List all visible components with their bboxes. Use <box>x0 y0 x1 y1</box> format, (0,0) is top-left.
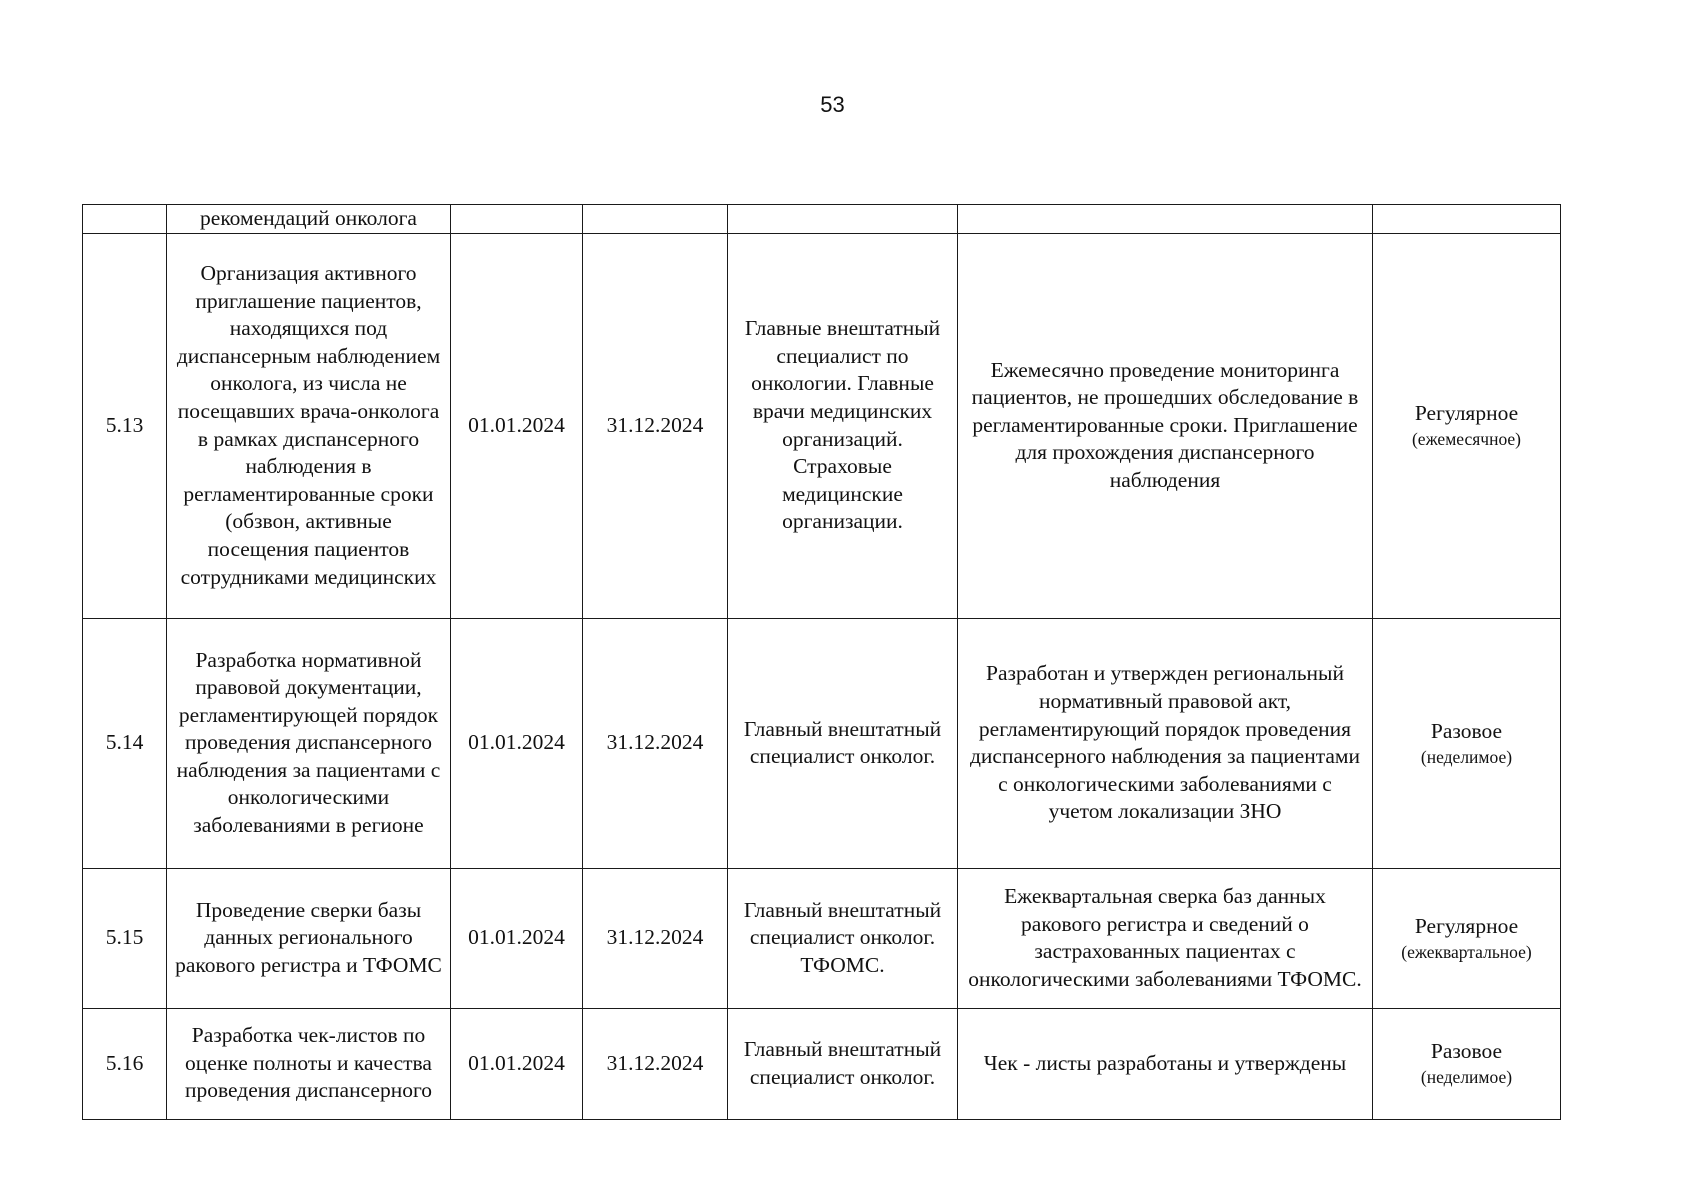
cell-task-text: Организация активного приглашение пациентов, находящихся под диспансерным наблюдением онколога, из числа не посещавших врача-онколога в рамках диспансерного наблюдения в регламентированные сроки (обзвон, активные посещения пациентов сотрудниками медицинских <box>176 261 441 589</box>
activity-plan-table <box>82 204 1561 1120</box>
cell-type <box>1373 868 1561 1008</box>
cell-start: 01.01.2024 <box>451 618 583 868</box>
type-label: Разовое <box>1430 718 1503 743</box>
type-note: (ежемесячное) <box>1411 429 1522 450</box>
cell-task <box>167 1008 451 1119</box>
cell-result <box>958 205 1373 234</box>
cell-task <box>167 233 451 618</box>
cell-num: 5.14 <box>83 618 167 868</box>
cell-responsible: Главный внештатный специалист онколог. <box>728 618 958 868</box>
cell-type <box>1373 1008 1561 1119</box>
table-row <box>83 1008 1561 1119</box>
cell-end: 31.12.2024 <box>583 868 728 1008</box>
table-row-continued <box>83 205 1561 234</box>
cell-num: 5.13 <box>83 233 167 618</box>
cell-num: 5.16 <box>83 1008 167 1119</box>
cell-responsible: Главный внештатный специалист онколог. ТФОМС. <box>728 868 958 1008</box>
cell-result: Ежемесячно проведение мониторинга пациентов, не прошедших обследование в регламентированные сроки. Приглашение для прохождения диспансерного наблюдения <box>958 233 1373 618</box>
table-row <box>83 233 1561 618</box>
cell-num <box>83 205 167 234</box>
page-number: 53 <box>820 92 845 117</box>
type-note: (неделимое) <box>1420 1067 1513 1088</box>
cell-result: Разработан и утвержден региональный нормативный правовой акт, регламентирующий порядок проведения диспансерного наблюдения за пациентами с онкологическими заболеваниями с учетом локализации ЗНО <box>958 618 1373 868</box>
table-row <box>83 618 1561 868</box>
cell-start: 01.01.2024 <box>451 233 583 618</box>
cell-task: рекомендаций онколога <box>167 205 451 234</box>
cell-start <box>451 205 583 234</box>
cell-start: 01.01.2024 <box>451 868 583 1008</box>
cell-start: 01.01.2024 <box>451 1008 583 1119</box>
cell-task-text: Разработка чек-листов по оценке полноты и качества проведения диспансерного <box>185 1023 432 1103</box>
cell-task-text: Разработка нормативной правовой документации, регламентирующей порядок проведения диспансерного наблюдения за пациентами с онкологическими заболеваниями в регионе <box>176 647 441 838</box>
type-label: Регулярное <box>1414 913 1519 938</box>
cell-num: 5.15 <box>83 868 167 1008</box>
cell-type <box>1373 205 1561 234</box>
type-note: (ежеквартальное) <box>1401 941 1532 962</box>
type-note: (неделимое) <box>1420 746 1513 767</box>
cell-end: 31.12.2024 <box>583 233 728 618</box>
cell-end: 31.12.2024 <box>583 1008 728 1119</box>
cell-responsible: Главные внештатный специалист по онкологии. Главные врачи медицинских организаций. Страховые медицинские организации. <box>728 233 958 618</box>
cell-responsible <box>728 205 958 234</box>
type-label: Разовое <box>1430 1039 1503 1064</box>
cell-type <box>1373 618 1561 868</box>
table-row <box>83 868 1561 1008</box>
type-label: Регулярное <box>1414 401 1519 426</box>
cell-end <box>583 205 728 234</box>
cell-type <box>1373 233 1561 618</box>
cell-result: Чек - листы разработаны и утверждены <box>958 1008 1373 1119</box>
cell-result: Ежеквартальная сверка баз данных ракового регистра и сведений о застрахованных пациентах с онкологическими заболеваниями ТФОМС. <box>958 868 1373 1008</box>
cell-end: 31.12.2024 <box>583 618 728 868</box>
cell-responsible: Главный внештатный специалист онколог. <box>728 1008 958 1119</box>
cell-task <box>167 618 451 868</box>
cell-task: Проведение сверки базы данных регионального ракового регистра и ТФОМС <box>167 868 451 1008</box>
